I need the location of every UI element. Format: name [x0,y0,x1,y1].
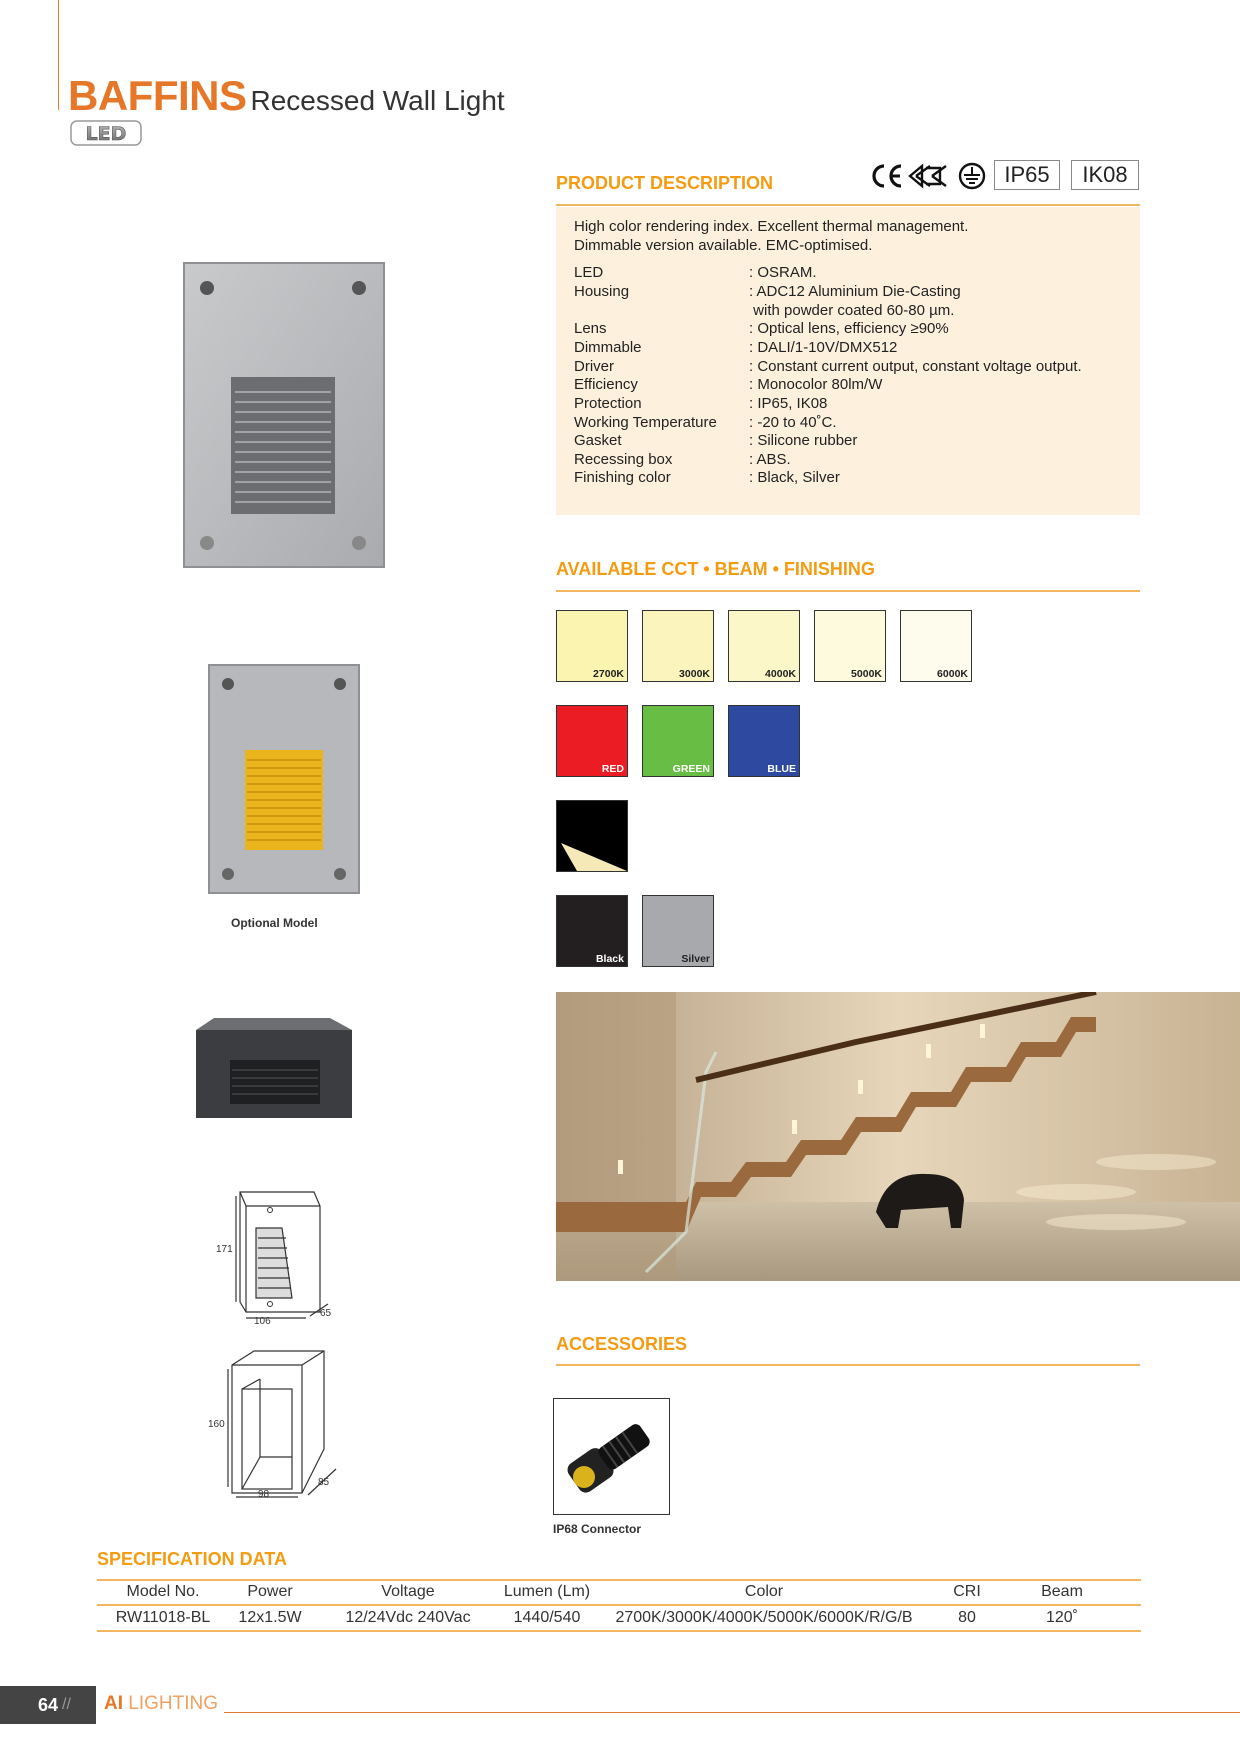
footer-rule [224,1712,1240,1713]
dim2-width: 98 [258,1489,270,1500]
dim1-height: 171 [216,1244,233,1255]
led-badge-text: LED [85,123,127,145]
spec-table-top-rule [97,1579,1141,1581]
description-rule [556,204,1140,206]
table-header-cell: Lumen (Lm) [503,1583,591,1600]
product-subtitle: Recessed Wall Light [250,85,505,116]
swatch-finish-black [556,895,628,967]
header-accent-line [58,0,59,110]
swatch-finish-silver [642,895,714,967]
spec-key: Recessing box [574,451,673,468]
beam-angle-icon [557,801,627,871]
ce-mark-icon [874,166,901,186]
spec-key: Gasket [574,432,622,449]
table-cell: RW11018-BL [115,1609,211,1626]
spec-key: Working Temperature [574,414,717,431]
spec-key: Lens [574,320,607,337]
swatch-label: BLUE [767,763,796,775]
swatch-label: Black [595,953,624,965]
spec-key: Protection [574,395,642,412]
accessory-caption: IP68 Connector [553,1522,642,1536]
spec-value: with powder coated 60-80 µm. [749,302,955,319]
swatch-cct-6000k [900,610,972,682]
swatch-label: 5000K [851,668,882,680]
swatch-label: 2700K [593,668,624,680]
brand-name: BAFFINS [68,72,247,119]
spec-value: : Optical lens, efficiency ≥90% [749,320,949,337]
spec-value: : -20 to 40˚C. [749,414,837,431]
spec-value: : Silicone rubber [749,432,858,449]
accessories-title: ACCESSORIES [556,1334,688,1354]
page-number: 64 [38,1694,59,1715]
spec-table-bottom-rule [97,1630,1141,1632]
description-title: PRODUCT DESCRIPTION [556,173,774,193]
spec-key: Dimmable [574,339,642,356]
table-header-cell: Beam [1041,1583,1083,1600]
footer-brand [104,1693,218,1715]
swatch-cct-3000k [642,610,714,682]
beam-swatch [556,800,628,872]
spec-value: : Black, Silver [749,469,840,486]
table-header-cell: CRI [953,1583,981,1600]
description-intro [574,218,968,255]
spec-value: : ABS. [749,451,791,468]
swatch-rgb-green [642,705,714,777]
spec-key: LED [574,264,604,281]
product-title [68,72,505,120]
table-header-cell: Power [247,1583,293,1600]
ik08-badge: IK08 [1071,160,1139,190]
accessories-rule [556,1364,1140,1366]
spec-key: Housing [574,283,630,300]
led-badge-logo [70,120,142,146]
recessing-box-image [194,1014,354,1120]
swatch-cct-2700k [556,610,628,682]
swatch-label: Silver [681,953,710,965]
table-header-cell: Color [744,1583,784,1600]
swatch-cct-5000k [814,610,886,682]
spec-key: Finishing color [574,469,671,486]
options-title: AVAILABLE CCT • BEAM • FINISHING [556,559,875,579]
swatch-rgb-red [556,705,628,777]
intro-line: High color rendering index. Excellent thermal management. [574,218,969,235]
spec-value: : Monocolor 80lm/W [749,376,883,393]
spec-key: Driver [574,358,614,375]
optional-model-caption: Optional Model [231,916,318,930]
swatch-label: 4000K [765,668,796,680]
swatch-label: 3000K [679,668,710,680]
spec-data-title: SPECIFICATION DATA [97,1549,287,1569]
dim1-depth: 65 [320,1308,332,1319]
table-cell: 120˚ [1045,1609,1079,1626]
page-number-tab [0,1686,96,1724]
dim2-depth: 85 [318,1477,330,1488]
table-cell: 1440/540 [513,1609,581,1626]
table-header-cell: Model No. [126,1583,200,1600]
spec-table-header-rule [97,1604,1141,1606]
accessory-item-ip68-connector [553,1398,670,1515]
intro-line: Dimmable version available. EMC-optimised. [574,236,873,254]
swatch-rgb-blue [728,705,800,777]
ip65-badge: IP65 [994,160,1060,190]
product-silver-image [183,262,385,568]
spec-value: : Constant current output, constant voltage output. [749,358,1082,375]
table-cell: 12x1.5W [238,1609,302,1626]
swatch-label: GREEN [672,763,710,775]
spec-value: : ADC12 Aluminium Die-Casting [749,283,961,300]
application-photo [556,992,1240,1281]
spec-key: Efficiency [574,376,638,393]
footer-brand-ai: AI [104,1693,123,1714]
table-cell: 12/24Vdc 240Vac [345,1609,471,1626]
table-cell: 2700K/3000K/4000K/5000K/6000K/R/G/B [615,1609,913,1626]
table-header-cell: Voltage [381,1583,435,1600]
spec-value: : OSRAM. [749,264,817,281]
options-rule [556,590,1140,592]
dimension-drawing-1 [210,1186,350,1326]
swatch-cct-4000k [728,610,800,682]
dim2-height: 160 [208,1419,225,1430]
page-slash: // [62,1696,71,1713]
footer-brand-lighting: LIGHTING [123,1693,219,1714]
dim1-width: 106 [254,1316,271,1326]
swatch-label: RED [601,763,624,775]
spec-value: : DALI/1-10V/DMX512 [749,339,898,356]
ukca-mark-icon [910,166,946,186]
dimension-drawing-2 [208,1345,348,1505]
earth-ground-icon [960,164,984,188]
table-cell: 80 [958,1609,976,1626]
spec-value: : IP65, IK08 [749,395,828,412]
product-optional-image [208,664,360,894]
certification-icons [870,161,990,191]
swatch-label: 6000K [937,668,968,680]
connector-image [554,1399,669,1514]
